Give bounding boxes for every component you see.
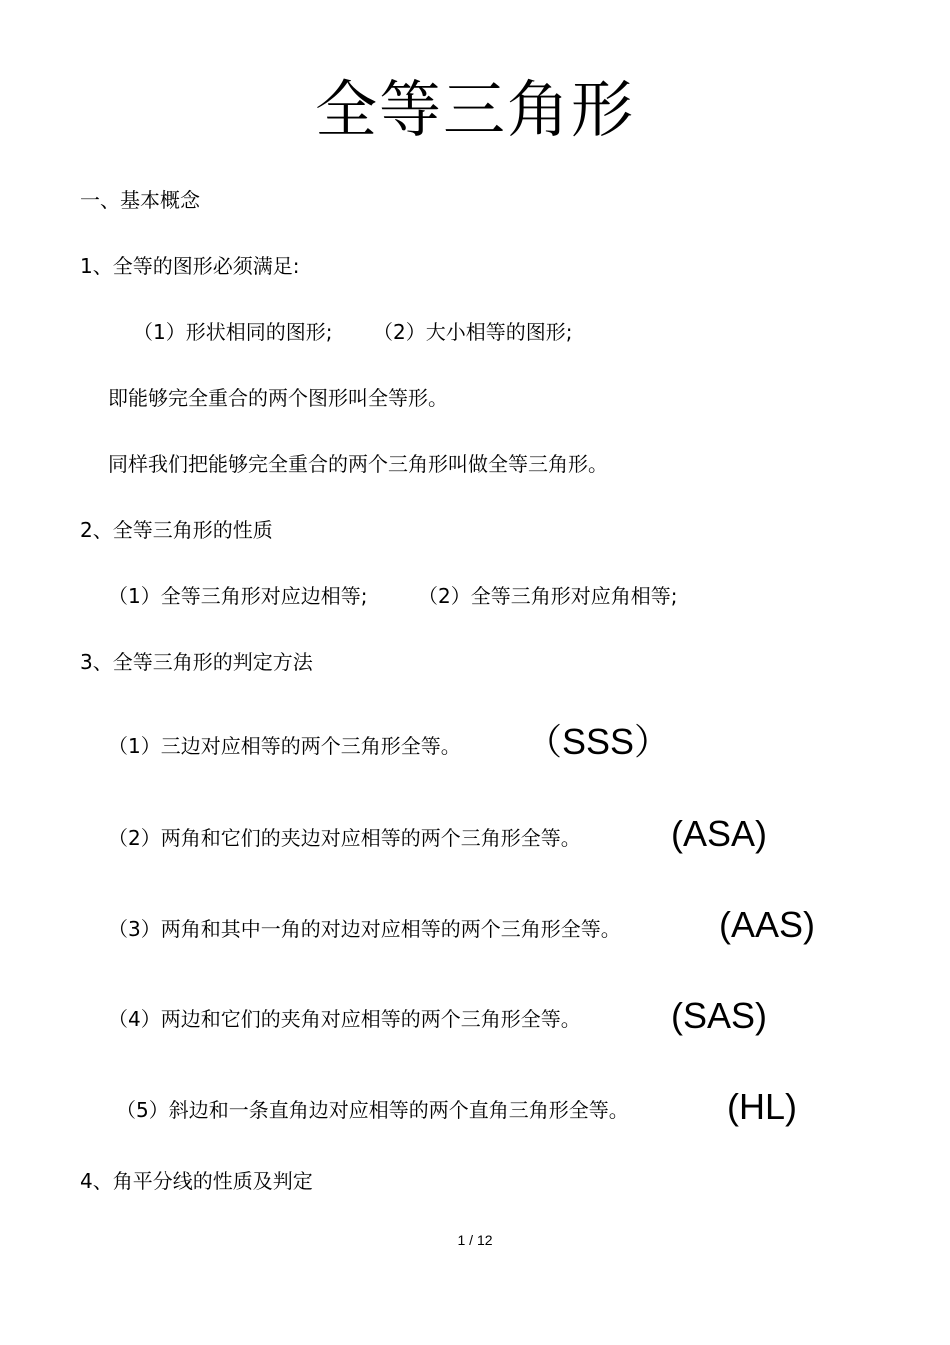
method-code-sss: （SSS）: [526, 721, 671, 762]
item2-heading: 2、全等三角形的性质: [80, 518, 273, 542]
item2-property-2: （2）全等三角形对应角相等;: [418, 584, 678, 608]
item2-property-1: （1）全等三角形对应边相等;: [108, 584, 368, 608]
method-code-sas: (SAS): [671, 995, 768, 1036]
method-code-asa: (ASA): [671, 813, 768, 854]
method-text-hl: （5）斜边和一条直角边对应相等的两个直角三角形全等。: [116, 1098, 629, 1122]
method-code-aas: (AAS): [719, 904, 816, 945]
method-text-asa: （2）两角和它们的夹边对应相等的两个三角形全等。: [108, 826, 581, 850]
page-number: 1 / 12: [457, 1232, 493, 1248]
item1-heading: 1、全等的图形必须满足:: [80, 254, 300, 278]
page-title: 全等三角形: [314, 73, 635, 146]
item1-condition-1: （1）形状相同的图形;: [133, 320, 333, 344]
method-text-sss: （1）三边对应相等的两个三角形全等。: [108, 734, 461, 758]
section-heading-basic-concepts: 一、基本概念: [80, 188, 200, 212]
item1-definition-line: 即能够完全重合的两个图形叫全等形。: [108, 386, 448, 410]
item3-heading: 3、全等三角形的判定方法: [80, 650, 313, 674]
item1-condition-2: （2）大小相等的图形;: [373, 320, 573, 344]
method-text-aas: （3）两角和其中一角的对边对应相等的两个三角形全等。: [108, 917, 621, 941]
method-code-hl: (HL): [727, 1086, 797, 1127]
method-text-sas: （4）两边和它们的夹角对应相等的两个三角形全等。: [108, 1007, 581, 1031]
item4-heading: 4、角平分线的性质及判定: [80, 1169, 313, 1193]
item1-triangle-definition-line: 同样我们把能够完全重合的两个三角形叫做全等三角形。: [108, 452, 608, 476]
